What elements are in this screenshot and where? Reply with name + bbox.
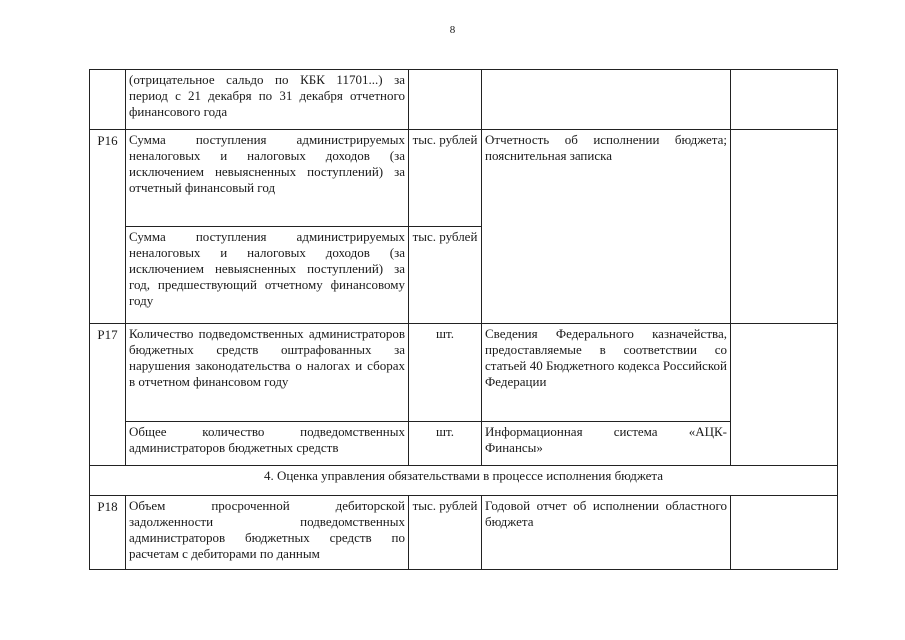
unit-cell: тыс. рублей (409, 227, 482, 324)
source-cell: Информационная система «АЦК-Финансы» (482, 422, 731, 466)
code-cell (90, 70, 126, 130)
table-row (90, 496, 838, 570)
page-number: 8 (449, 24, 456, 36)
indicators-table (89, 69, 838, 570)
description-cell: Общее количество подведомственных администраторов бюджетных средств (126, 422, 409, 466)
extra-cell (731, 324, 838, 466)
description-cell: Сумма поступления администрируемых неналоговых и налоговых доходов (за исключением невыясненных поступлений) за отчетный финансовый год (126, 130, 409, 227)
extra-cell (731, 70, 838, 130)
table-row (90, 70, 838, 130)
source-cell: Сведения Федерального казначейства, предоставляемые в соответствии со статьей 40 Бюджетного кодекса Российской Федерации (482, 324, 731, 422)
unit-cell: шт. (409, 324, 482, 422)
unit-cell: тыс. рублей (409, 496, 482, 570)
table-row (90, 324, 838, 422)
extra-cell (731, 130, 838, 324)
source-cell: Отчетность об исполнении бюджета; пояснительная записка (482, 130, 731, 324)
section-title: 4. Оценка управления обязательствами в процессе исполнения бюджета (90, 466, 838, 496)
code-cell: Р18 (90, 496, 126, 570)
unit-cell: шт. (409, 422, 482, 466)
code-cell: Р16 (90, 130, 126, 324)
description-cell: Количество подведомственных администраторов бюджетных средств оштрафованных за нарушения законодательства о налогах и сборах в отчетном финансовом году (126, 324, 409, 422)
description-cell: Объем просроченной дебиторской задолженности подведомственных администраторов бюджетных средств по расчетам с дебиторами по данным (126, 496, 409, 570)
description-cell: Сумма поступления администрируемых неналоговых и налоговых доходов (за исключением невыясненных поступлений) за год, предшествующий отчетному финансовому году (126, 227, 409, 324)
table-row (90, 422, 838, 466)
unit-cell (409, 70, 482, 130)
description-cell: (отрицательное сальдо по КБК 11701...) за период с 21 декабря по 31 декабря отчетного финансового года (126, 70, 409, 130)
code-cell: Р17 (90, 324, 126, 466)
extra-cell (731, 496, 838, 570)
source-cell (482, 70, 731, 130)
source-cell: Годовой отчет об исполнении областного бюджета (482, 496, 731, 570)
unit-cell: тыс. рублей (409, 130, 482, 227)
table-row (90, 130, 838, 227)
section-header-row (90, 466, 838, 496)
